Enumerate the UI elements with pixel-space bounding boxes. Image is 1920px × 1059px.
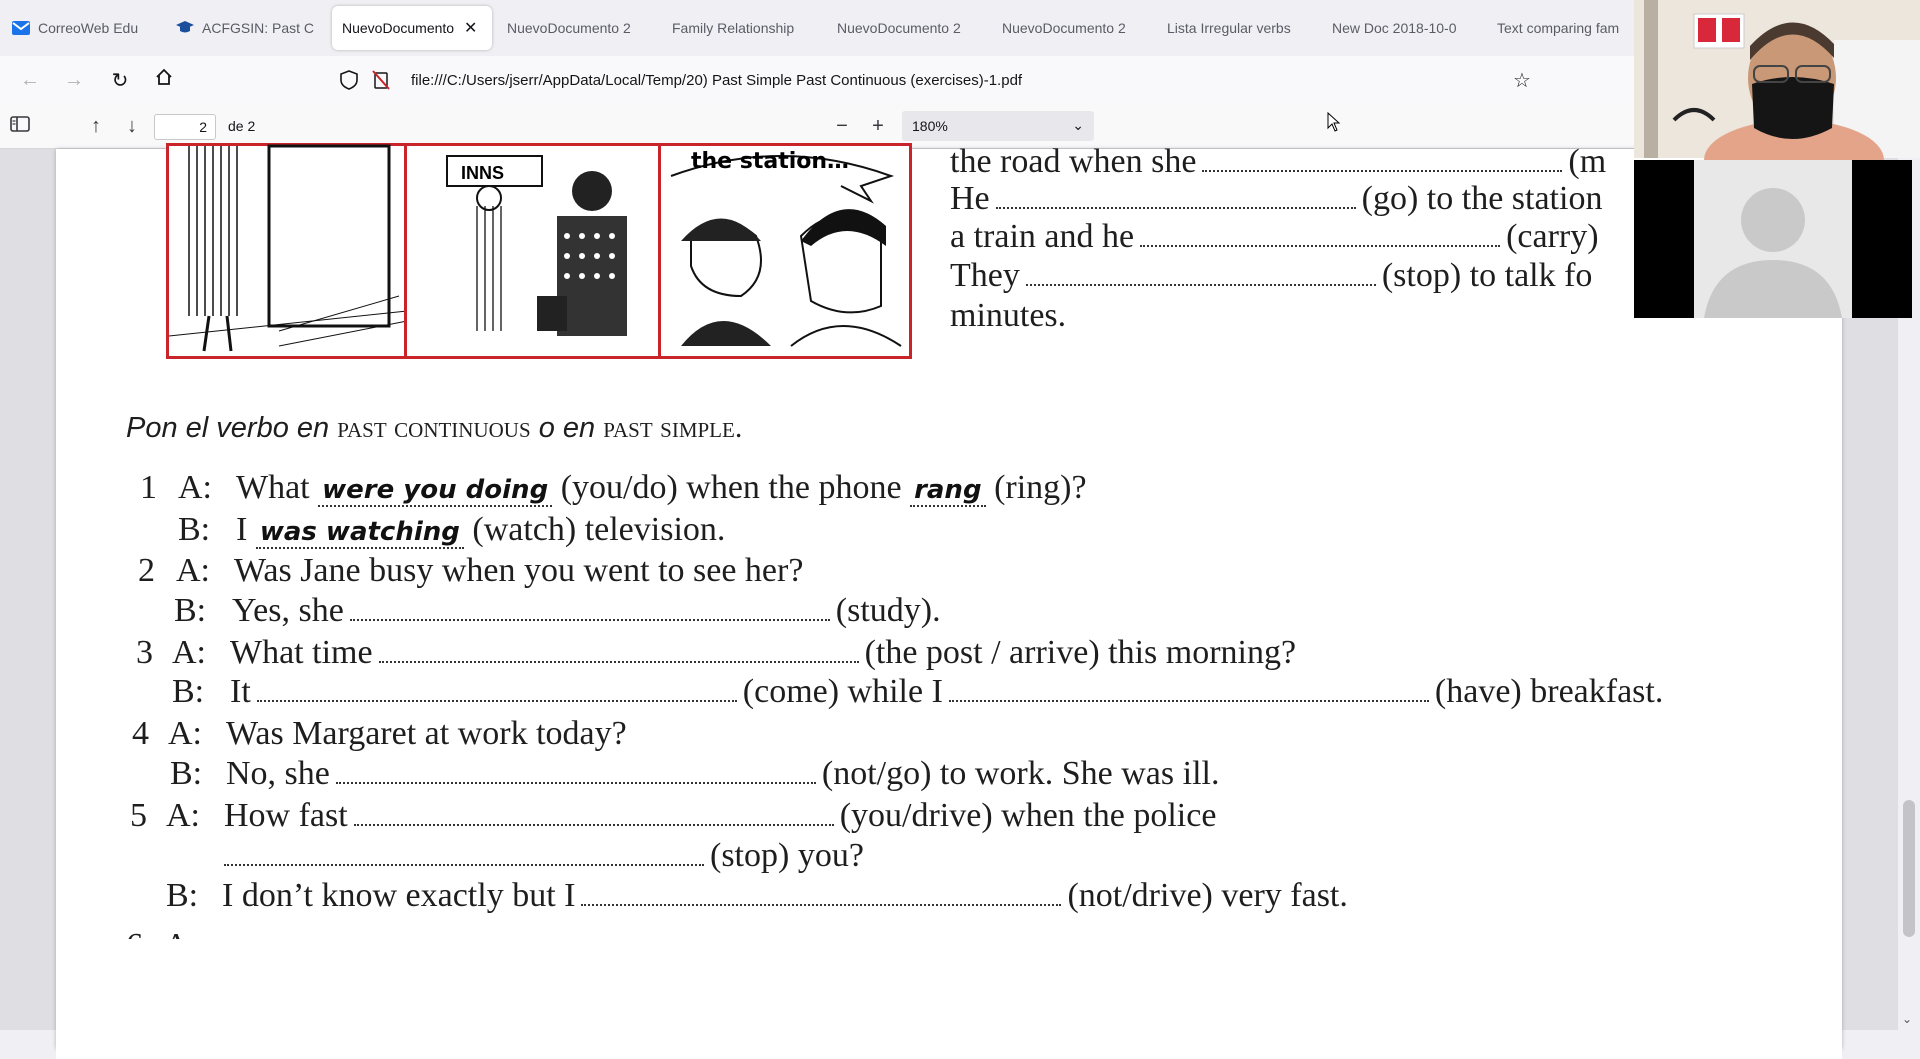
sentence-text: What: [236, 469, 310, 506]
url-security-icons: [340, 70, 390, 95]
speaker-b: B:: [174, 592, 207, 629]
speaker-b: B:: [170, 755, 203, 792]
blank-line: [354, 820, 834, 826]
sidebar-toggle-button[interactable]: [6, 112, 34, 140]
graduation-cap-icon: [176, 19, 194, 37]
item-number: 1: [140, 469, 157, 506]
speaker-a: A:: [166, 797, 200, 834]
exercise-5a: [224, 797, 1216, 835]
story-text: minutes.: [950, 297, 1067, 334]
story-text: (carry): [1506, 218, 1599, 255]
sentence-text: (you/do) when the phone: [560, 469, 902, 506]
story-line-1: [950, 143, 1606, 181]
next-page-button[interactable]: [118, 112, 146, 140]
tab-nuevodocumento-4[interactable]: [1002, 6, 1136, 50]
exercise-2b: [232, 592, 941, 630]
story-text: They: [950, 257, 1020, 294]
story-line-3: [950, 218, 1599, 256]
tab-label: NuevoDocumento 2: [1002, 20, 1126, 36]
tab-label: CorreoWeb Edu: [38, 20, 139, 36]
story-text: (go) to the station: [1361, 180, 1603, 217]
mouse-cursor-icon: [1327, 112, 1341, 137]
item-number: 5: [130, 797, 147, 834]
sentence-text: I don’t know exactly but I: [222, 877, 576, 914]
tab-family-relationship[interactable]: [672, 6, 812, 50]
comic-panel-2: [404, 143, 664, 359]
user-avatar-icon: [1694, 160, 1852, 318]
comic-panel-3-drawing: [661, 146, 909, 356]
blank-line: [224, 860, 704, 866]
tab-new-doc[interactable]: [1332, 6, 1466, 50]
chevron-down-icon: ⌄: [1072, 117, 1084, 133]
comic-caption-text: the station…: [691, 149, 850, 174]
exercise-4a: Was Margaret at work today?: [226, 715, 627, 752]
speaker-b: B:: [178, 511, 211, 548]
sentence-text: (the post / arrive) this morning?: [864, 634, 1297, 671]
tab-acfgsin[interactable]: [176, 6, 316, 50]
star-icon: ☆: [1513, 69, 1531, 92]
sidebar-icon: [10, 115, 30, 138]
participant-placeholder: [1694, 160, 1852, 318]
page-count-label: de 2: [228, 118, 256, 134]
arrow-down-icon: ↓: [127, 114, 137, 137]
pdf-page: [56, 143, 1842, 1049]
tab-nuevodocumento-3[interactable]: [837, 6, 971, 50]
zoom-in-button[interactable]: [864, 112, 892, 140]
exercise-6-clipped: [126, 927, 266, 937]
blank-line: [257, 696, 737, 702]
tab-label: New Doc 2018-10-0: [1332, 20, 1457, 36]
mail-icon: [12, 19, 30, 37]
close-icon[interactable]: ✕: [464, 20, 478, 37]
instruction-tense: past continuous: [337, 411, 531, 444]
speaker-a: A:: [178, 469, 212, 506]
comic-panel-1-drawing: [169, 146, 407, 356]
plus-icon: +: [872, 114, 884, 137]
story-text: He: [950, 180, 990, 217]
story-line-4: [950, 257, 1592, 295]
sentence-text: (not/go) to work. She was ill.: [821, 755, 1220, 792]
exercise-1a: [236, 469, 1087, 507]
previous-page-button[interactable]: [82, 112, 110, 140]
exercise-3b: [230, 673, 1663, 711]
sentence-text: I: [236, 511, 248, 548]
tab-nuevodocumento-active[interactable]: [332, 6, 492, 50]
pdf-viewport[interactable]: [0, 143, 1920, 1030]
instruction-text: o en: [538, 412, 596, 444]
scrollbar-thumb[interactable]: [1903, 800, 1915, 937]
arrow-left-icon: ←: [20, 68, 40, 91]
tab-text-comparing[interactable]: [1497, 6, 1631, 50]
video-call-self-view[interactable]: [1634, 0, 1920, 158]
video-call-participant-view[interactable]: [1634, 160, 1912, 318]
minus-icon: −: [836, 114, 848, 137]
handwritten-answer: was watching: [256, 517, 464, 549]
blank-line: [996, 203, 1356, 209]
sentence-text: It: [230, 673, 251, 710]
sentence-text: (watch) television.: [472, 511, 726, 548]
blank-line: [1140, 241, 1500, 247]
arrow-up-icon: ↑: [91, 114, 101, 137]
instruction-tense: past simple.: [603, 411, 743, 444]
sentence-text: (study).: [835, 592, 941, 629]
insecure-page-icon[interactable]: [372, 70, 390, 95]
zoom-out-button[interactable]: [828, 112, 856, 140]
sentence-text: What time: [230, 634, 373, 671]
back-button[interactable]: [16, 66, 44, 94]
sentence-text: (have) breakfast.: [1434, 673, 1664, 710]
sentence-text: How fast: [224, 797, 348, 834]
comic-panel-2-drawing: [407, 146, 661, 356]
comic-sign-text: INNS: [461, 163, 505, 183]
exercise-5b: [222, 877, 1348, 915]
chevron-down-icon[interactable]: ⌄: [1902, 1012, 1913, 1026]
tab-strip: [0, 0, 1920, 56]
reload-button[interactable]: [106, 66, 134, 94]
tab-label: Lista Irregular verbs: [1167, 20, 1291, 36]
navigation-bar: [0, 56, 1920, 104]
arrow-right-icon: →: [64, 68, 84, 91]
exercise-5a-cont: [224, 837, 864, 875]
exercise-1b: [236, 511, 725, 549]
tab-label: NuevoDocumento 2: [507, 20, 631, 36]
item-number: 4: [132, 715, 149, 752]
sentence-text: (you/drive) when the police: [839, 797, 1217, 834]
tab-label: NuevoDocumento: [342, 20, 455, 36]
address-bar[interactable]: [411, 62, 1501, 98]
home-icon: [154, 67, 174, 93]
bookmark-button[interactable]: [1508, 66, 1536, 94]
exercise-3a: [230, 634, 1296, 672]
story-line-2: [950, 180, 1602, 218]
webcam-feed: [1634, 0, 1920, 158]
item-number: 3: [136, 634, 153, 671]
tab-label: ACFGSIN: Past C: [202, 20, 315, 36]
page-bottom-area: [56, 939, 1842, 1059]
exercise-instruction: [126, 411, 742, 445]
blank-line: [949, 696, 1429, 702]
zoom-value: 180%: [912, 118, 948, 134]
story-text: a train and he: [950, 218, 1135, 255]
sentence-text: (not/drive) very fast.: [1067, 877, 1348, 914]
sentence-text: Yes, she: [232, 592, 344, 629]
comic-panel-1: [166, 143, 410, 359]
zoom-select[interactable]: [902, 111, 1094, 141]
speaker-b: B:: [166, 877, 199, 914]
exercise-4b: [226, 755, 1219, 793]
blank-line: [1202, 166, 1562, 172]
blank-line: [336, 778, 816, 784]
blank-line: [379, 657, 859, 663]
story-text: (stop) to talk fo: [1381, 257, 1593, 294]
tab-label: Family Relationship: [672, 20, 795, 36]
blank-line: [350, 615, 830, 621]
tab-label: Text comparing fam: [1497, 20, 1620, 36]
page-number-input[interactable]: 2: [154, 114, 216, 140]
tab-correoweb[interactable]: [12, 6, 152, 50]
exercise-2a: Was Jane busy when you went to see her?: [234, 552, 804, 589]
reload-icon: ↻: [111, 69, 129, 92]
story-text: (m: [1568, 143, 1607, 180]
blank-line: [581, 900, 1061, 906]
speaker-a: A:: [176, 552, 210, 589]
home-button[interactable]: [150, 66, 178, 94]
sentence-text: (come) while I: [742, 673, 943, 710]
speaker-a: A:: [168, 715, 202, 752]
shield-icon[interactable]: [340, 70, 358, 95]
tab-nuevodocumento-2[interactable]: [507, 6, 641, 50]
story-text: the road when she: [950, 143, 1197, 180]
sentence-text: (ring)?: [994, 469, 1087, 506]
speaker-a: A:: [172, 634, 206, 671]
story-line-5: [950, 297, 1066, 335]
tab-lista-irregular-verbs[interactable]: [1167, 6, 1301, 50]
instruction-text: Pon el verbo en: [126, 412, 330, 444]
sentence-text: (stop) you?: [710, 837, 864, 874]
speaker-b: B:: [172, 673, 205, 710]
forward-button[interactable]: [60, 66, 88, 94]
comic-strip: [166, 143, 912, 363]
address-bar-url: file:///C:/Users/jserr/AppData/Local/Temp/20) Past Simple Past Continuous (exercises)-1.pdf: [411, 71, 1023, 89]
comic-panel-3: [658, 143, 912, 359]
tab-label: NuevoDocumento 2: [837, 20, 961, 36]
item-number: 2: [138, 552, 155, 589]
sentence-text: No, she: [226, 755, 330, 792]
blank-line: [1026, 280, 1376, 286]
handwritten-answer: rang: [910, 475, 986, 507]
handwritten-answer: were you doing: [318, 475, 552, 507]
